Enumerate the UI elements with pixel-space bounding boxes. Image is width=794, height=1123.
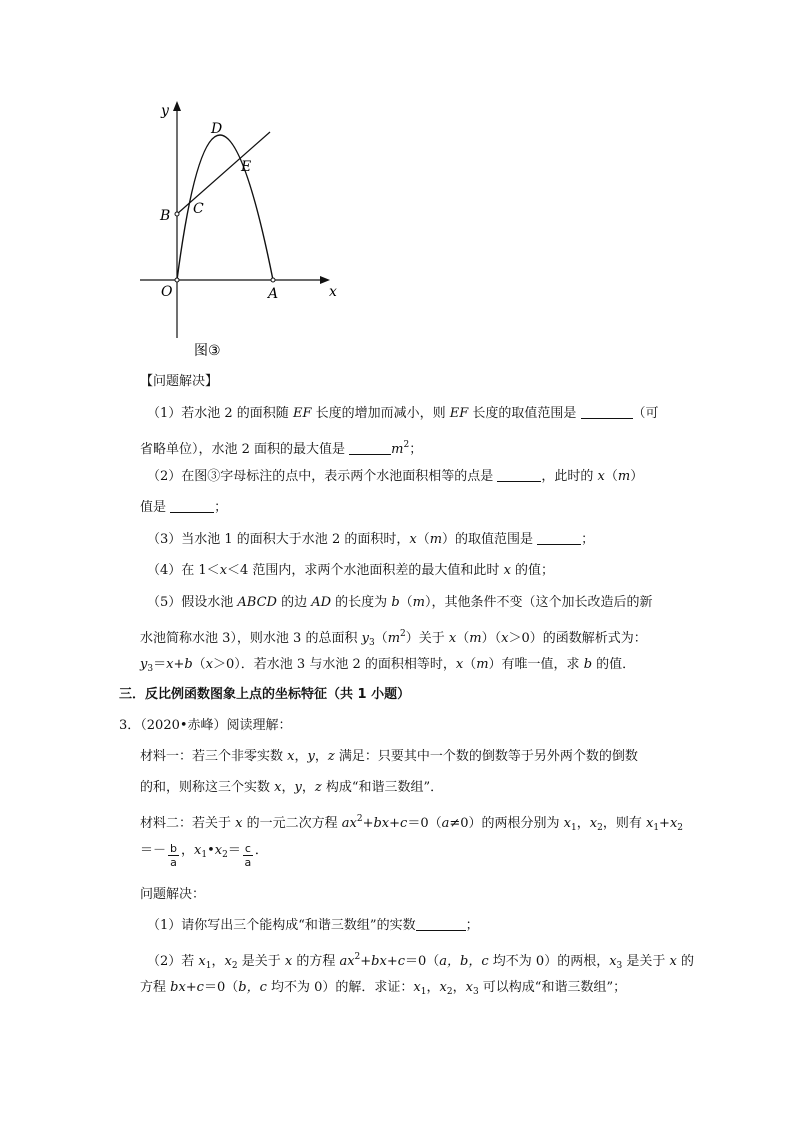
p3-solve-heading: 问题解决： — [140, 887, 206, 902]
q5-line3: $y_3=x+b(x>0)$．若水池 3 与水池 2 的面积相等时，x（m）有唯一值，求 b 的值． — [140, 657, 636, 674]
fraction-b-over-a: $\frac{b}{a}$ — [170, 842, 177, 869]
q2-line2: 值是 ； — [140, 500, 228, 515]
label-b: B — [160, 208, 171, 224]
label-a: A — [268, 286, 279, 302]
p3-sub2-line1: （2）若 $x_1$，$x_2$ 是关于 x 的方程 $ax^2+bx+c=0(a$，b，c 均不为 0）的两根，$x_3$ 是关于 x 的 — [147, 952, 695, 971]
point-a — [271, 278, 275, 282]
label-y: y — [161, 103, 169, 119]
section-3-heading: 三．反比例函数图象上点的坐标特征（共 1 小题） — [119, 687, 411, 702]
y-axis-arrow — [173, 101, 181, 111]
q5-line2: 水池简称水池 3），则水池 3 的总面积 $y_3(m^2)$关于 x（m）（x＞0）的函数解析式为： — [140, 629, 647, 648]
q1-answer-blank-2[interactable] — [349, 442, 391, 455]
p3-sub1-answer-blank[interactable] — [416, 918, 466, 931]
label-o: O — [161, 284, 173, 300]
q1-answer-blank-1[interactable] — [581, 406, 633, 419]
figure-caption: 图③ — [194, 343, 221, 359]
p3-number: 3．（2020•赤峰）阅读理解： — [119, 718, 292, 733]
parabola-curve — [177, 135, 273, 280]
x-axis-arrow — [320, 276, 330, 284]
p3-material2-line1: 材料二：若关于 x 的一元二次方程 $ax^2+bx+c=0(a\ne 0)$的两根分别为 $x_1$，$x_2$，则有 $x_1+x_2$ — [140, 814, 684, 833]
q2-answer-blank-2[interactable] — [170, 500, 214, 513]
q4-line: （4）在 1＜x＜4 范围内，求两个水池面积差的最大值和此时 x 的值； — [147, 563, 555, 578]
q1-line1: （1）若水池 2 的面积随 EF 长度的增加而减小，则 EF 长度的取值范围是 （可 — [147, 406, 659, 421]
label-d: D — [211, 121, 223, 137]
parabola-graph — [130, 95, 350, 360]
q2-line1: （2）在图③字母标注的点中，表示两个水池面积相等的点是 ，此时的 x（m） — [147, 469, 644, 484]
line-be — [177, 132, 270, 214]
p3-material1-line1: 材料一：若三个非零实数 x，y，z 满足：只要其中一个数的倒数等于另外两个数的倒数 — [140, 749, 638, 764]
point-b — [175, 212, 179, 216]
label-x: x — [329, 284, 337, 300]
label-c: C — [193, 201, 204, 217]
section-problem-title: 【问题解决】 — [140, 374, 219, 389]
p3-material1-line2: 的和，则称这三个实数 x，y，z 构成“和谐三数组”． — [140, 780, 444, 795]
q5-line1: （5）假设水池 ABCD 的边 AD 的长度为 b（m），其他条件不变（这个加长改造后的新 — [147, 595, 653, 610]
q2-answer-blank-1[interactable] — [497, 469, 541, 482]
p3-sub1: （1）请你写出三个能构成“和谐三数组”的实数 ； — [147, 918, 479, 933]
label-e: E — [241, 159, 252, 175]
fraction-c-over-a: $\frac{c}{a}$ — [244, 842, 252, 869]
q3-line: （3）当水池 1 的面积大于水池 2 的面积时，x（m）的取值范围是 ； — [147, 532, 595, 547]
q3-answer-blank[interactable] — [537, 532, 581, 545]
q1-line2: 省略单位），水池 2 面积的最大值是 $m^2$； — [140, 440, 423, 457]
figure-3 — [130, 95, 350, 360]
p3-sub2-line2: 方程 bx+c＝0（b，c 均不为 0）的解．求证：$x_1$，$x_2$，$x_3$ 可以构成“和谐三数组”； — [140, 980, 627, 997]
p3-material2-line2: ＝－ $\frac{b}{a}$ ，$x_1•x_2=$ $\frac{c}{a}$ ． — [140, 842, 268, 869]
point-o — [175, 278, 179, 282]
